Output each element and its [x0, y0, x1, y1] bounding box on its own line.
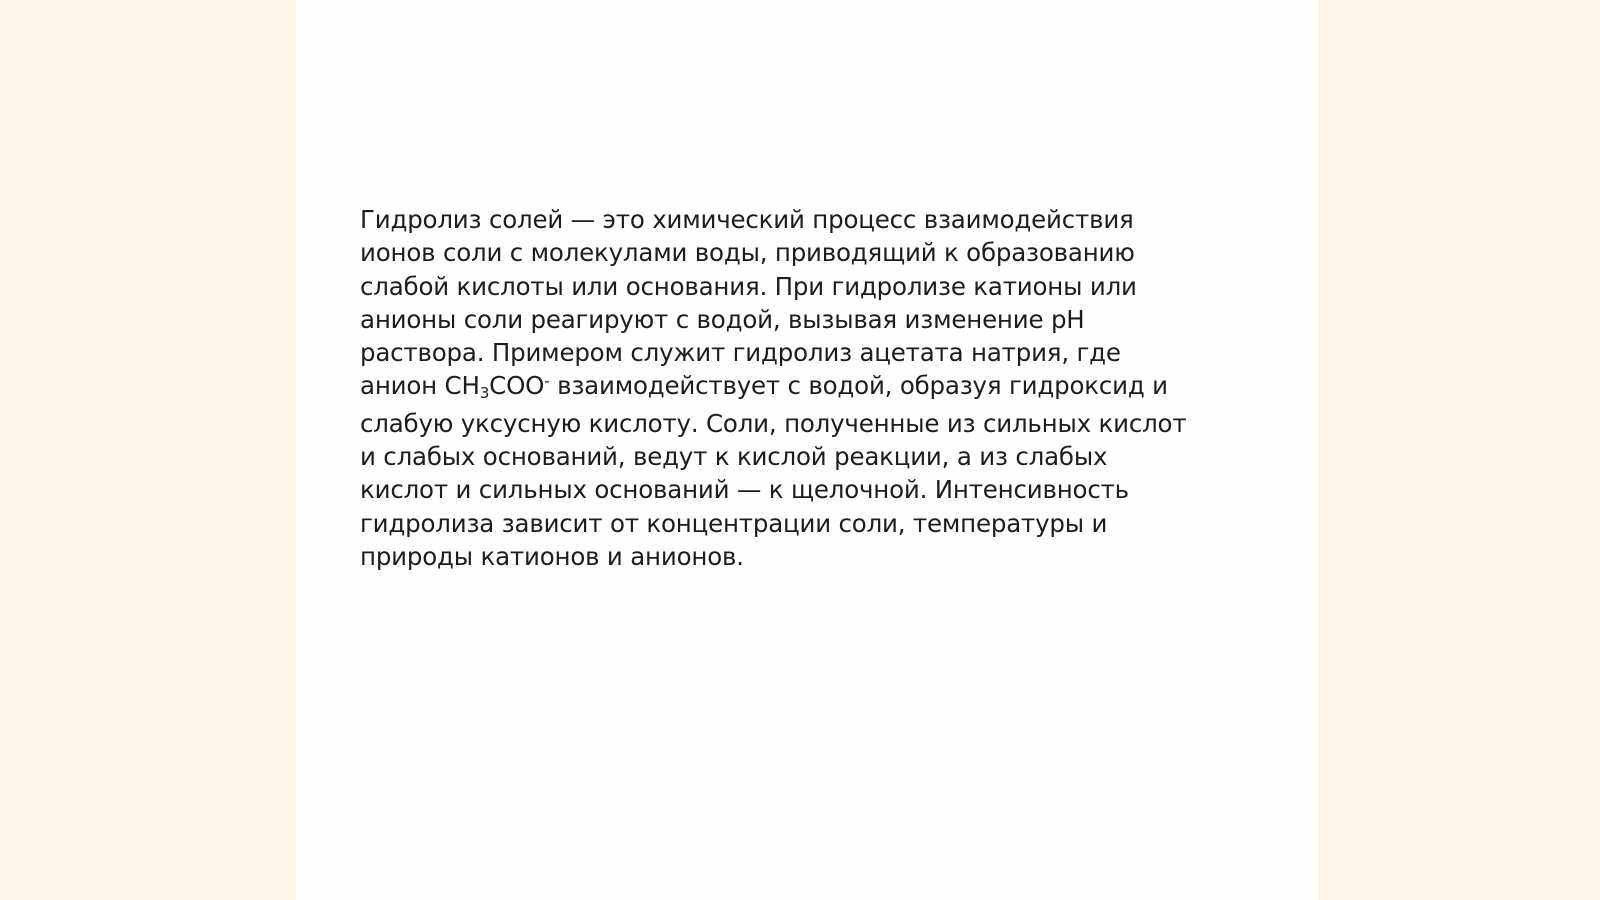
paragraph-line: кислот и сильных оснований — к щелочной. Интенсивность [360, 475, 1129, 505]
formula-prefix-text: анион CH [360, 371, 480, 401]
paragraph-line: слабой кислоты или основания. При гидролизе катионы или [360, 271, 1137, 301]
document-page [296, 0, 1318, 900]
superscript-charge: - [544, 372, 550, 391]
right-margin-background [1318, 0, 1600, 900]
subscript-digit: 3 [479, 383, 490, 402]
paragraph-line: ионов соли с молекулами воды, приводящий к образованию [360, 238, 1135, 268]
paragraph-line: Гидролиз солей — это химический процесс взаимодействия [360, 205, 1134, 234]
paragraph-line: природы катионов и анионов. [360, 541, 744, 571]
formula-middle-text: COO [489, 371, 545, 401]
left-margin-background [0, 0, 296, 900]
paragraph-line: анионы соли реагируют с водой, вызывая изменение pH [360, 304, 1085, 334]
formula-suffix-text: взаимодействует с водой, образуя гидроксид и [549, 371, 1168, 401]
paragraph-line: гидролиза зависит от концентрации соли, температуры и [360, 508, 1108, 538]
paragraph-line: и слабых оснований, ведут к кислой реакции, а из слабых [360, 442, 1108, 472]
paragraph-line-formula [360, 369, 1260, 406]
paragraph-line: слабую уксусную кислоту. Соли, полученные из сильных кислот [360, 408, 1187, 438]
paragraph-line: раствора. Примером служит гидролиз ацетата натрия, где [360, 338, 1121, 368]
body-paragraph [360, 203, 1260, 573]
